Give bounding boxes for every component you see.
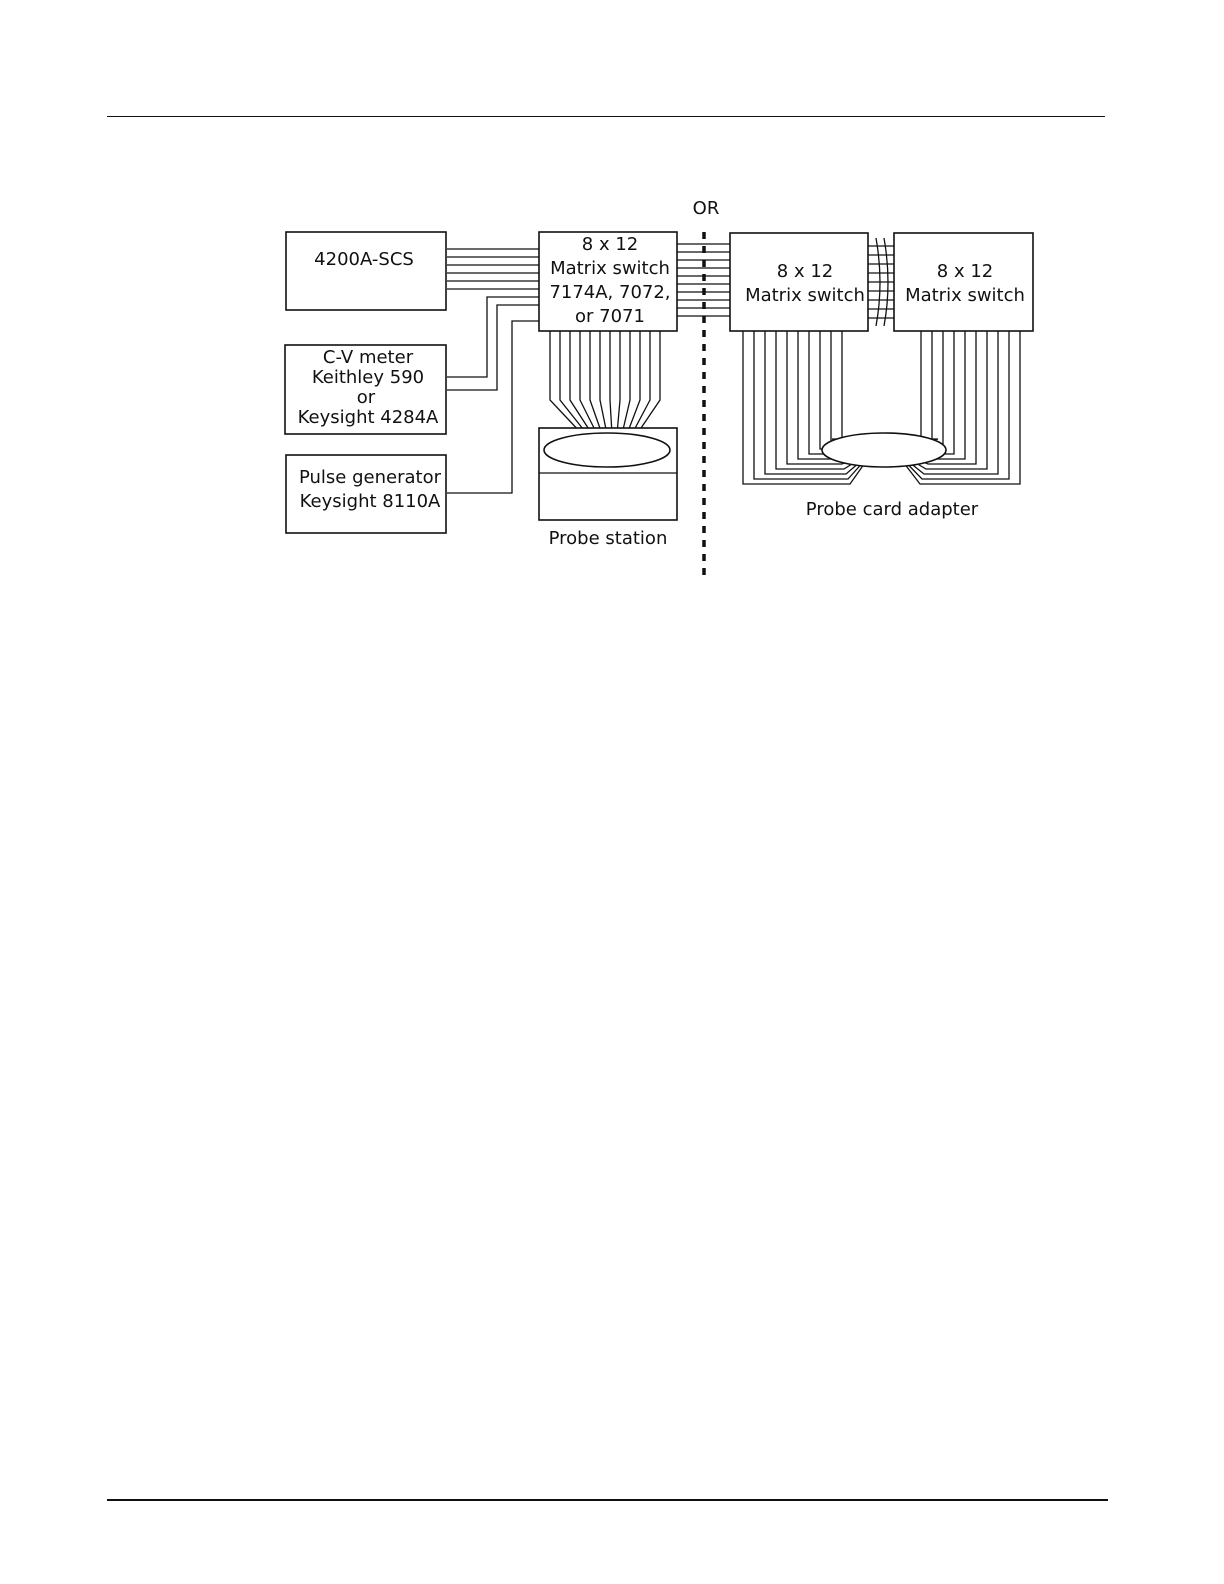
probe-station-label: Probe station: [548, 528, 668, 549]
adapter-wire-right: [894, 331, 936, 450]
cv-meter-line-4: Keysight 4284A: [297, 407, 439, 428]
probe-wire: [627, 331, 640, 434]
adapter-wire-left: [831, 331, 874, 450]
matrix-a-line-2: Matrix switch: [745, 285, 865, 306]
pulse-generator-wire: [447, 321, 539, 493]
matrix-to-probe-station-wires: [550, 331, 660, 434]
scs-label: 4200A-SCS: [314, 249, 414, 270]
matrix-a-line-1: 8 x 12: [776, 261, 834, 282]
main-matrix-line-2: Matrix switch: [550, 258, 670, 279]
probe-station-wafer: [544, 433, 670, 467]
probe-card-ellipse: [822, 433, 946, 467]
probe-wire: [610, 331, 612, 434]
probe-wire: [622, 331, 630, 434]
probe-wire: [550, 331, 582, 434]
probe-wire: [560, 331, 587, 434]
matrix-b-line-2: Matrix switch: [905, 285, 1025, 306]
main-matrix-line-3: 7174A, 7072,: [549, 282, 671, 303]
adapter-wire-left: [832, 331, 874, 450]
probe-card-label: Probe card adapter: [805, 499, 979, 520]
main-matrix-line-4: or 7071: [575, 306, 645, 327]
scs-box: [286, 232, 446, 310]
scs-to-matrix-wires: [447, 249, 539, 289]
matrix-b-line-1: 8 x 12: [936, 261, 994, 282]
probe-wire: [617, 331, 620, 434]
matrix-switch-a-box: [730, 233, 868, 331]
cv-meter-wires: [447, 297, 539, 390]
adapter-wire-right: [894, 331, 943, 450]
cv-meter-line-1: C-V meter: [322, 347, 414, 368]
cv-meter-line-3: or: [356, 387, 376, 408]
matrix-link-wires: [868, 246, 894, 318]
cv-meter-line-2: Keithley 590: [311, 367, 425, 388]
pulse-generator-line-1: Pulse generator: [298, 467, 442, 488]
probe-wire: [600, 331, 607, 434]
matrix-switch-b-box: [894, 233, 1033, 331]
main-matrix-line-1: 8 x 12: [581, 234, 639, 255]
or-label: OR: [692, 198, 720, 219]
pulse-generator-line-2: Keysight 8110A: [299, 491, 441, 512]
adapter-wire-left: [820, 331, 874, 450]
